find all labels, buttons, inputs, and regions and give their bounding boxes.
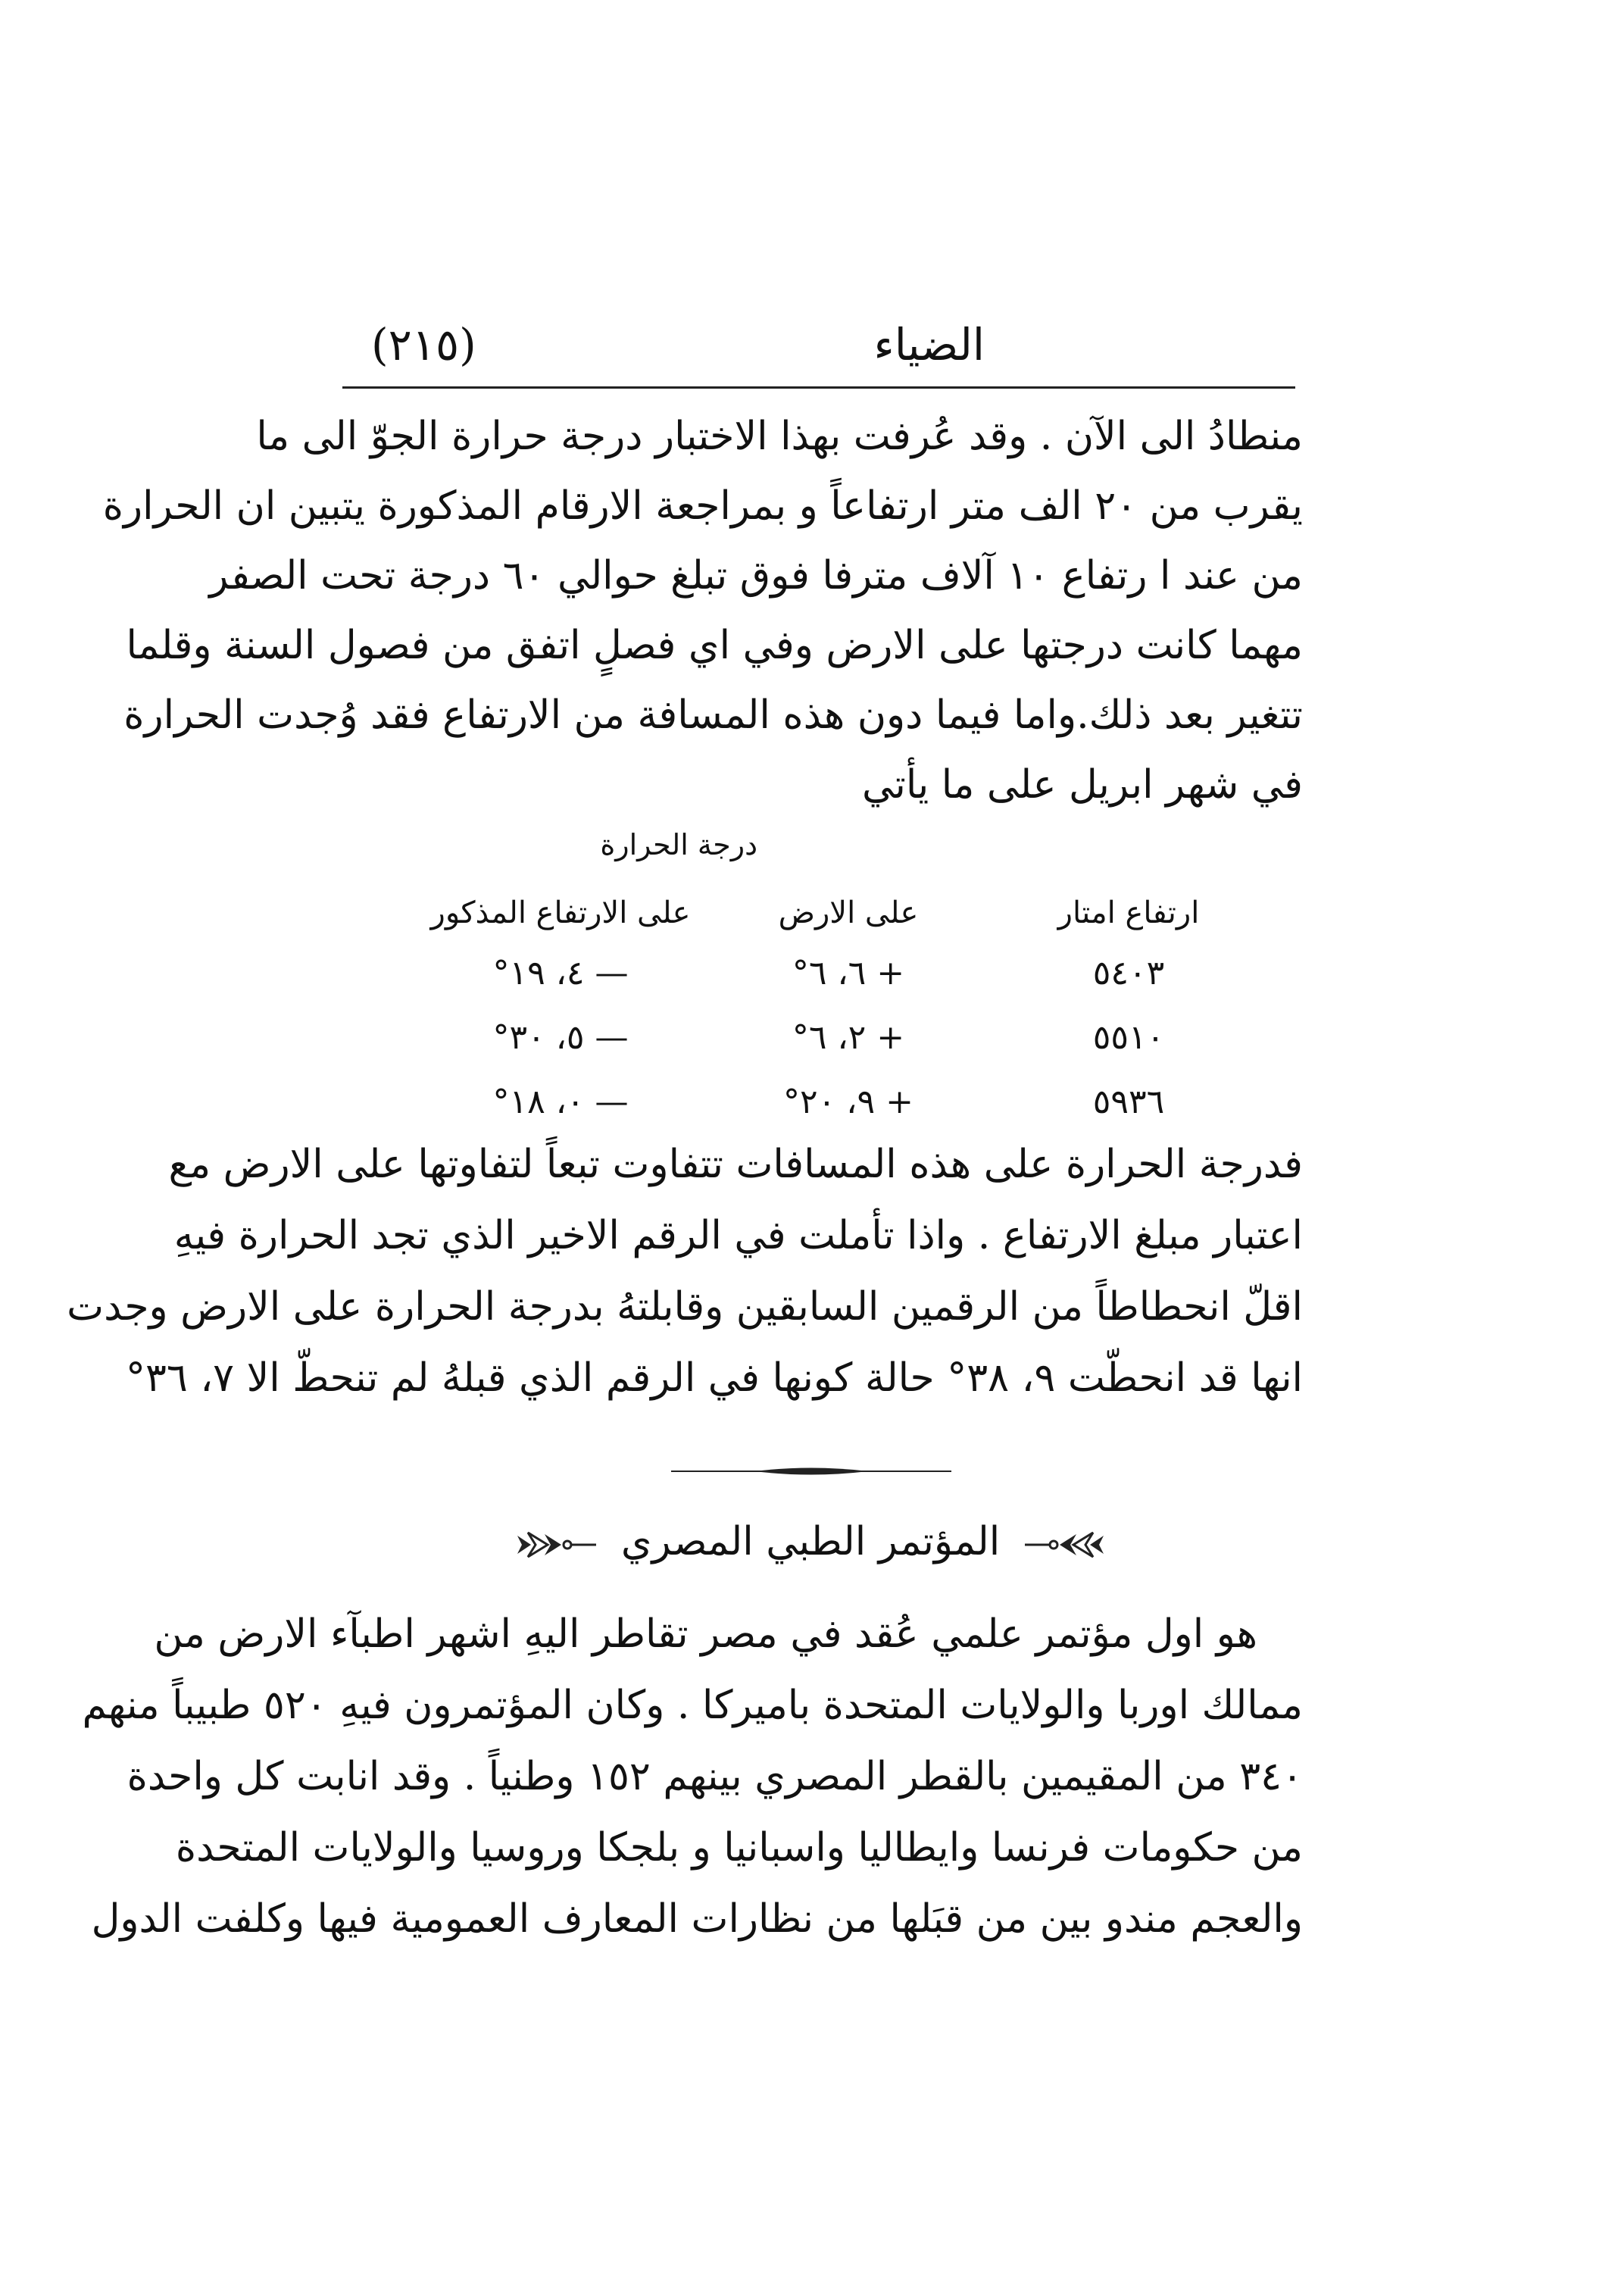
- text-line: من عند ا رتفاع ١٠ آلاف مترفا فوق تبلغ حوالي ٦٠ درجة تحت الصفر: [209, 553, 1303, 599]
- paragraph-1: [102, 402, 1303, 820]
- header-rule: [342, 386, 1295, 389]
- table-cell: ٥٩٣٦: [1092, 1083, 1165, 1121]
- text-line: انها قد انحطّت ٩، ٣٨° حالة كونها في الرقم الذي قبلهُ لم تنحطّ الا ٧، ٣٦°: [125, 1355, 1303, 1401]
- column-header-ground: على الارض: [778, 895, 919, 930]
- column-header-at-altitude: على الارتفاع المذكور: [430, 895, 691, 930]
- text-line: تتغير بعد ذلك.واما فيما دون هذه المسافة من الارتفاع فقد وُجدت الحرارة: [123, 692, 1303, 738]
- ornament-icon: [1023, 1530, 1107, 1560]
- table-cell: ٥٤٠٣: [1092, 954, 1165, 992]
- section-title-text: المؤتمر الطبي المصري: [620, 1519, 1001, 1564]
- table-cell: + ٢، ٦°: [792, 1018, 905, 1057]
- text-line: والعجم مندو بين من قبَلها من نظارات المعارف العمومية فيها وكلفت الدول: [91, 1896, 1303, 1942]
- table-cell: — ٤، ١٩°: [492, 954, 629, 992]
- text-line: مهما كانت درجتها على الارض وفي اي فصلٍ اتفق من فصول السنة وقلما: [126, 623, 1303, 668]
- running-header: [364, 303, 1295, 386]
- table-group-header: درجة الحرارة: [600, 828, 757, 861]
- text-line: من حكومات فرنسا وايطاليا واسبانيا و بلجكا وروسيا والولايات المتحدة: [175, 1825, 1303, 1871]
- text-line: ممالك اوربا والولايات المتحدة باميركا . وكان المؤتمرون فيهِ ٥٢٠ طبيباً منهم: [82, 1683, 1303, 1728]
- paragraph-3: [82, 1599, 1303, 1955]
- text-line: اعتبار مبلغ الارتفاع . واذا تأملت في الرقم الاخير الذي تجد الحرارة فيهِ: [173, 1213, 1303, 1258]
- text-line: اقلّ انحطاطاً من الرقمين السابقين وقابلتهُ بدرجة الحرارة على الارض وجدت: [67, 1284, 1303, 1330]
- table-cell: — ٥، ٣٠°: [492, 1018, 629, 1057]
- paragraph-2: [67, 1129, 1303, 1414]
- table-cell: + ٦، ٦°: [792, 954, 905, 992]
- table-cell: ٥٥١٠: [1092, 1018, 1165, 1057]
- page-number: (٢١٥): [371, 319, 476, 370]
- text-line: يقرب من ٢٠ الف متر ارتفاعاً و بمراجعة الارقام المذكورة يتبين ان الحرارة: [102, 483, 1303, 529]
- section-heading: [424, 1508, 1197, 1576]
- journal-title: الضياء: [873, 319, 985, 370]
- table-column-headers: [424, 886, 1242, 939]
- table-cell: + ٩، ٢٠°: [783, 1083, 914, 1121]
- table-row: [424, 943, 1242, 1004]
- text-line: فدرجة الحرارة على هذه المسافات تتفاوت تبعاً لتفاوتها على الارض مع: [168, 1142, 1303, 1187]
- table-cell: — ٠، ١٨°: [492, 1083, 629, 1121]
- table-row: [424, 1008, 1242, 1068]
- section-divider-ornament: [671, 1466, 951, 1477]
- table-row: [424, 1072, 1242, 1133]
- text-line: هو اول مؤتمر علمي عُقد في مصر تقاطر اليهِ اشهر اطبآء الارض من: [154, 1611, 1257, 1657]
- text-line: منطادُ الى الآن . وقد عُرفت بهذا الاختبار درجة حرارة الجوّ الى ما: [256, 414, 1303, 459]
- text-line: في شهر ابريل على ما يأتي: [862, 762, 1303, 808]
- text-line: ٣٤٠ من المقيمين بالقطر المصري بينهم ١٥٢ وطنياً . وقد انابت كل واحدة: [126, 1754, 1303, 1799]
- ornament-icon: [514, 1530, 598, 1560]
- column-header-altitude: ارتفاع امتار: [1057, 895, 1200, 930]
